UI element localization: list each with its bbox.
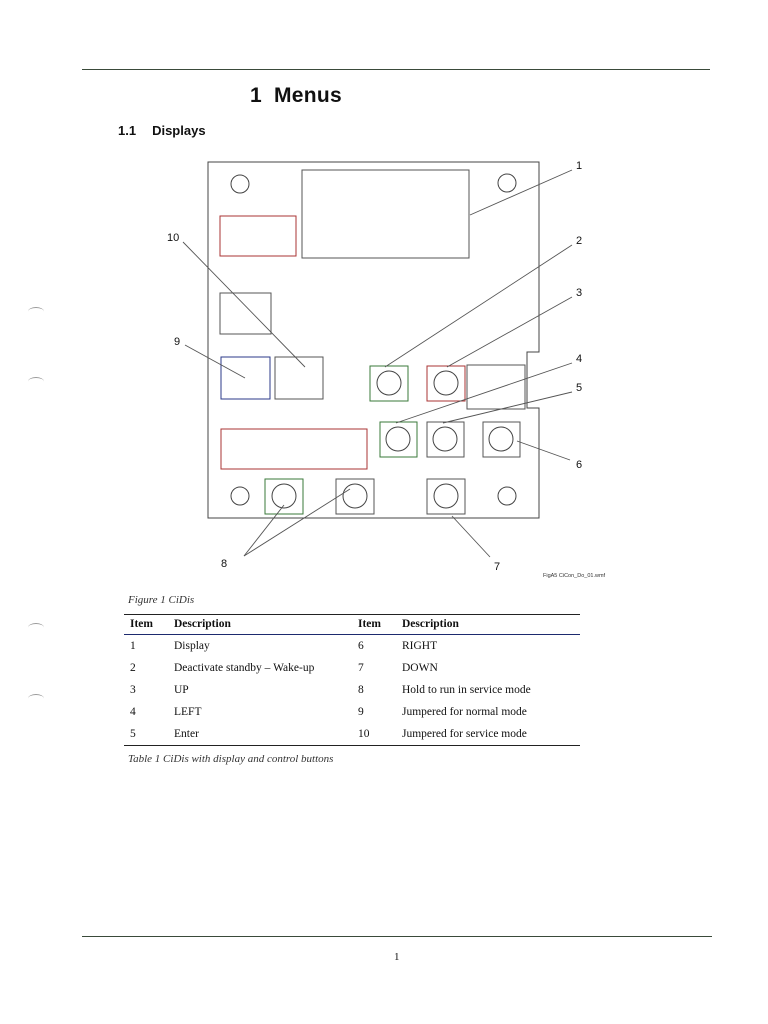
- table-cell: 8: [358, 683, 364, 696]
- leader-line: [517, 441, 570, 460]
- table-cell: Display: [174, 639, 210, 652]
- callout-1: 1: [576, 160, 583, 172]
- table-header-row: [124, 615, 580, 635]
- callout-10: 10: [167, 232, 180, 244]
- table-cell: UP: [174, 683, 189, 696]
- button-up: [434, 371, 458, 395]
- table-cell: 1: [130, 639, 136, 652]
- leader-line: [447, 297, 572, 367]
- callout-2: 2: [576, 235, 583, 247]
- leader-line: [396, 363, 572, 423]
- callout-4: 4: [576, 353, 583, 365]
- callout-8: 8: [221, 558, 228, 570]
- table-cell: Enter: [168, 723, 352, 746]
- table-cell: 9: [358, 705, 364, 718]
- table-cell: Jumpered for service mode: [396, 723, 580, 746]
- board-component: [221, 429, 367, 469]
- leader-line: [385, 245, 572, 367]
- mounting-hole: [231, 175, 249, 193]
- jumper-service: [275, 357, 323, 399]
- table-cell: 7: [358, 661, 364, 674]
- mounting-hole: [498, 174, 516, 192]
- table-cell: Deactivate standby – Wake-up: [174, 661, 315, 674]
- callout-9: 9: [174, 336, 181, 348]
- button-enter: [433, 427, 457, 451]
- callout-5: 5: [576, 382, 583, 394]
- subsection-title: Displays: [152, 123, 206, 138]
- button-left: [386, 427, 410, 451]
- items-table: [124, 614, 580, 746]
- button-service-left: [272, 484, 296, 508]
- column-header: Item: [352, 615, 396, 635]
- table-cell: LEFT: [174, 705, 202, 718]
- column-header: Item: [124, 615, 168, 635]
- table-cell: 2: [130, 661, 136, 674]
- button-wakeup: [377, 371, 401, 395]
- table-cell: Jumpered for normal mode: [402, 705, 527, 718]
- table-cell: 4: [130, 705, 136, 718]
- table-cell: 10: [352, 723, 396, 746]
- leader-line: [185, 345, 245, 378]
- table-cell: 3: [130, 683, 136, 696]
- binder-hole: [28, 623, 44, 632]
- button-service-right: [343, 484, 367, 508]
- jumper-normal: [221, 357, 270, 399]
- column-header: Description: [396, 615, 580, 635]
- bottom-rule: [82, 936, 712, 937]
- leader-line: [244, 489, 350, 556]
- callout-6: 6: [576, 459, 583, 471]
- board-component: [467, 365, 525, 409]
- table-row: [124, 679, 580, 701]
- board-component: [220, 293, 271, 334]
- board-component: [220, 216, 296, 256]
- callout-7: 7: [494, 561, 501, 573]
- section-title: Menus: [273, 84, 342, 107]
- table-cell: 5: [124, 723, 168, 746]
- button-down: [434, 484, 458, 508]
- table-cell: DOWN: [402, 661, 438, 674]
- table-cell: RIGHT: [402, 639, 438, 652]
- figure-caption: Figure 1 CiDis: [128, 594, 195, 606]
- column-header: Description: [168, 615, 352, 635]
- binder-hole: [28, 694, 44, 703]
- table-cell: Hold to run in service mode: [402, 683, 531, 696]
- leader-line: [452, 516, 490, 557]
- table-cell: 6: [358, 639, 364, 652]
- board-outline: [208, 162, 539, 518]
- subsection-number: 1.1: [118, 123, 137, 138]
- leader-line: [443, 392, 572, 423]
- mounting-hole: [498, 487, 516, 505]
- table-row: [124, 657, 580, 679]
- table-row: [124, 723, 580, 746]
- table-row: [124, 701, 580, 723]
- button-right: [489, 427, 513, 451]
- leader-line: [470, 170, 572, 215]
- mounting-hole: [231, 487, 249, 505]
- table-caption: Table 1 CiDis with display and control buttons: [128, 753, 334, 765]
- figure-file-name: FigA5 CiCon_Do_01.wmf: [543, 573, 606, 579]
- leader-line: [183, 242, 305, 367]
- table-row: [124, 635, 580, 658]
- page-number: 1: [394, 951, 400, 963]
- callout-3: 3: [576, 287, 583, 299]
- display-window: [302, 170, 469, 258]
- section-number: 1: [250, 84, 262, 107]
- leader-line: [244, 505, 284, 556]
